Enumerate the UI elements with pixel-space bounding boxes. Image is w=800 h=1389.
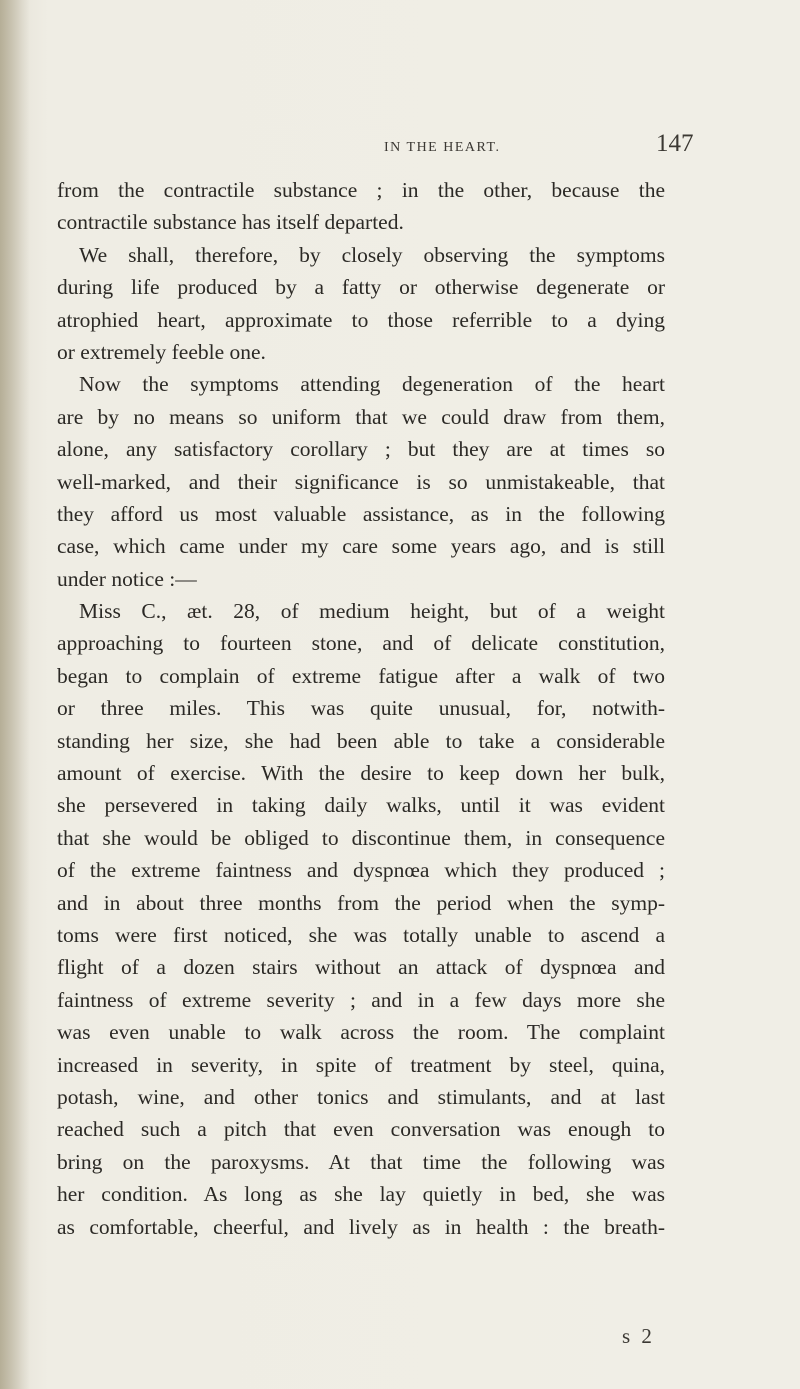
text-line: well-marked, and their significance is so unmistakeable, that (57, 469, 665, 494)
text-line: they afford us most valuable assistance, as in the following (57, 501, 665, 526)
running-head: IN THE HEART. (384, 140, 501, 155)
text-line: was even unable to walk across the room. The complaint (57, 1020, 665, 1045)
text-line: increased in severity, in spite of treatment by steel, quina, (57, 1052, 665, 1077)
text-line: faintness of extreme severity ; and in a few days more she (57, 987, 665, 1012)
text-line: or extremely feeble one. (57, 339, 266, 364)
page-number: 147 (656, 130, 694, 157)
text-line: or three miles. This was quite unusual, for, notwith- (57, 696, 665, 721)
text-line: Miss C., æt. 28, of medium height, but of a weight (79, 599, 665, 624)
text-line: toms were first noticed, she was totally unable to ascend a (57, 922, 665, 947)
body-text (57, 174, 665, 1243)
text-line: contractile substance has itself departed. (57, 210, 404, 235)
text-line: are by no means so uniform that we could draw from them, (57, 404, 665, 429)
text-line: approaching to fourteen stone, and of delicate constitution, (57, 631, 665, 656)
text-line: standing her size, she had been able to take a considerable (57, 728, 665, 753)
text-line: that she would be obliged to discontinue them, in consequence (57, 825, 665, 850)
binding-gutter-shadow (0, 0, 30, 1389)
text-line: alone, any satisfactory corollary ; but they are at times so (57, 437, 665, 462)
text-line: began to complain of extreme fatigue after a walk of two (57, 663, 665, 688)
text-line: We shall, therefore, by closely observing the symptoms (79, 242, 665, 267)
text-line: and in about three months from the period when the symp- (57, 890, 665, 915)
text-line: potash, wine, and other tonics and stimulants, and at last (57, 1084, 665, 1109)
text-line: during life produced by a fatty or otherwise degenerate or (57, 275, 665, 300)
text-line: as comfortable, cheerful, and lively as in health : the breath- (57, 1214, 665, 1239)
signature-mark: s 2 (622, 1324, 655, 1348)
text-line: flight of a dozen stairs without an attack of dyspnœa and (57, 955, 665, 980)
text-line: reached such a pitch that even conversation was enough to (57, 1117, 665, 1142)
text-line: from the contractile substance ; in the other, because the (57, 178, 665, 202)
text-line: case, which came under my care some years ago, and is still (57, 534, 665, 559)
text-line: Now the symptoms attending degeneration of the heart (79, 372, 665, 397)
text-line: of the extreme faintness and dyspnœa which they produced ; (57, 858, 665, 883)
text-line: her condition. As long as she lay quietly in bed, she was (57, 1182, 665, 1207)
text-line: she persevered in taking daily walks, until it was evident (57, 793, 665, 818)
text-line: under notice :— (57, 566, 197, 591)
text-line: amount of exercise. With the desire to keep down her bulk, (57, 761, 665, 786)
text-line: atrophied heart, approximate to those referrible to a dying (57, 307, 665, 332)
text-line: bring on the paroxysms. At that time the following was (57, 1149, 665, 1174)
